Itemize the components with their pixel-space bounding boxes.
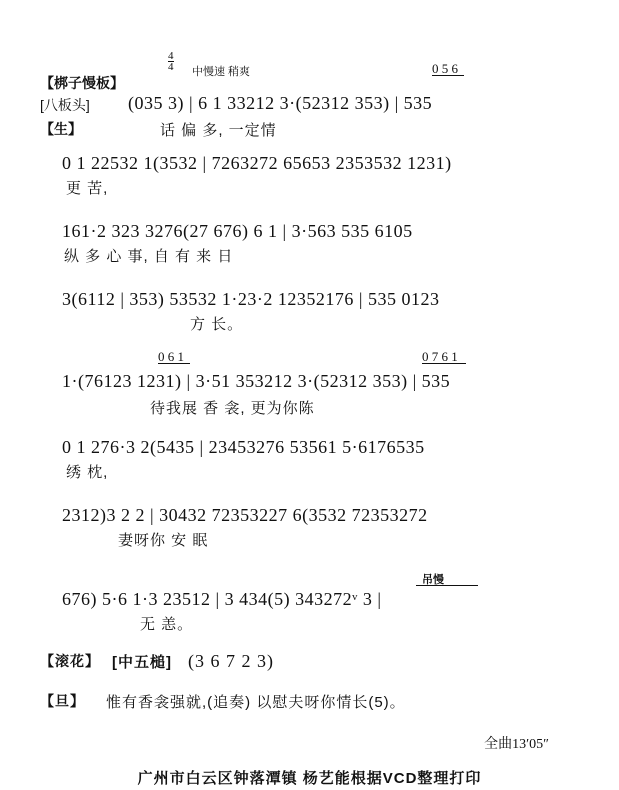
line6-numbers: 0 1 276·3 2(5435 | 23453276 53561 5·6176535 xyxy=(62,437,425,457)
line5-numbers: 1·(76123 1231) | 3·51 353212 3·(52312 353) | 535 xyxy=(62,371,451,391)
line8-numbers: 676) 5·6 1·3 23512 | 3 434(5) 343272ᵛ 3 | xyxy=(62,589,382,609)
beam xyxy=(416,585,478,586)
total-duration: 全曲13′05″ xyxy=(484,737,549,752)
dan-lyrics: 惟有香衾强就,(追奏) 以慰夫呀你情长(5)。 xyxy=(106,694,406,711)
score-line-7 xyxy=(40,505,579,567)
line1-lyrics: 话 偏 多, 一定情 xyxy=(160,122,277,139)
line1-upper-grace: 0 5 6 xyxy=(432,61,458,76)
score-line-3 xyxy=(40,221,579,283)
beam xyxy=(422,363,466,364)
line4-lyrics: 方 长。 xyxy=(190,316,244,333)
line7-lyrics: 妻呀你 安 眠 xyxy=(118,532,209,549)
music-score xyxy=(40,50,579,788)
tag-zhongwuchui: [中五槌] xyxy=(112,654,172,671)
line3-numbers: 161·2 323 3276(27 676) 6 1 | 3·563 535 6105 xyxy=(62,221,413,241)
role-sheng: 【生】 xyxy=(40,121,82,137)
line4-numbers: 3(6112 | 353) 53532 1·23·2 12352176 | 535 0123 xyxy=(62,289,440,309)
dan-line xyxy=(40,691,579,715)
tag-baban-tou: [八板头] xyxy=(40,97,90,113)
tag-gunhua: 【滚花】 xyxy=(40,653,100,669)
tempo-marking: 中慢速 稍爽 xyxy=(192,66,251,78)
score-line-2 xyxy=(40,153,579,215)
credit-line: 广州市白云区钟落潭镇 杨艺能根据VCD整理打印 xyxy=(137,770,482,787)
line6-lyrics: 绣 枕, xyxy=(66,464,109,481)
line5-upper-grace-right: 0 7 6 1 xyxy=(422,349,458,364)
line5-lyrics: 待我展 香 衾, 更为你陈 xyxy=(150,400,315,417)
tag-diao-man: 吊慢 xyxy=(422,574,444,586)
score-line-6 xyxy=(40,437,579,499)
gunhua-numbers: (3 6 7 2 3) xyxy=(188,651,274,671)
beam xyxy=(432,75,464,76)
line3-lyrics: 纵 多 心 事, 自 有 来 日 xyxy=(64,248,234,265)
line5-upper-grace-left: 0 6 1 xyxy=(158,349,184,364)
score-line-1 xyxy=(40,50,579,139)
line2-numbers: 0 1 22532 1(3532 | 7263272 65653 2353532 1231) xyxy=(62,153,452,173)
tag-banzi-manban: 【梆子慢板】 xyxy=(40,75,124,91)
line1-numbers: (035 3) | 6 1 33212 3·(52312 353) | 535 xyxy=(128,93,433,113)
gunhua-block xyxy=(40,651,579,715)
time-signature: 4 4 xyxy=(168,50,174,73)
tag-dan: 【旦】 xyxy=(40,693,85,709)
line7-numbers: 2312)3 2 2 | 30432 72353227 6(3532 72353272 xyxy=(62,505,428,525)
score-line-5 xyxy=(40,349,579,423)
score-line-4 xyxy=(40,289,579,351)
beam xyxy=(158,363,190,364)
gunhua-line xyxy=(40,651,579,673)
line8-lyrics: 无 恙。 xyxy=(140,616,194,633)
line2-lyrics: 更 苦, xyxy=(66,180,109,197)
score-line-8 xyxy=(40,573,579,635)
